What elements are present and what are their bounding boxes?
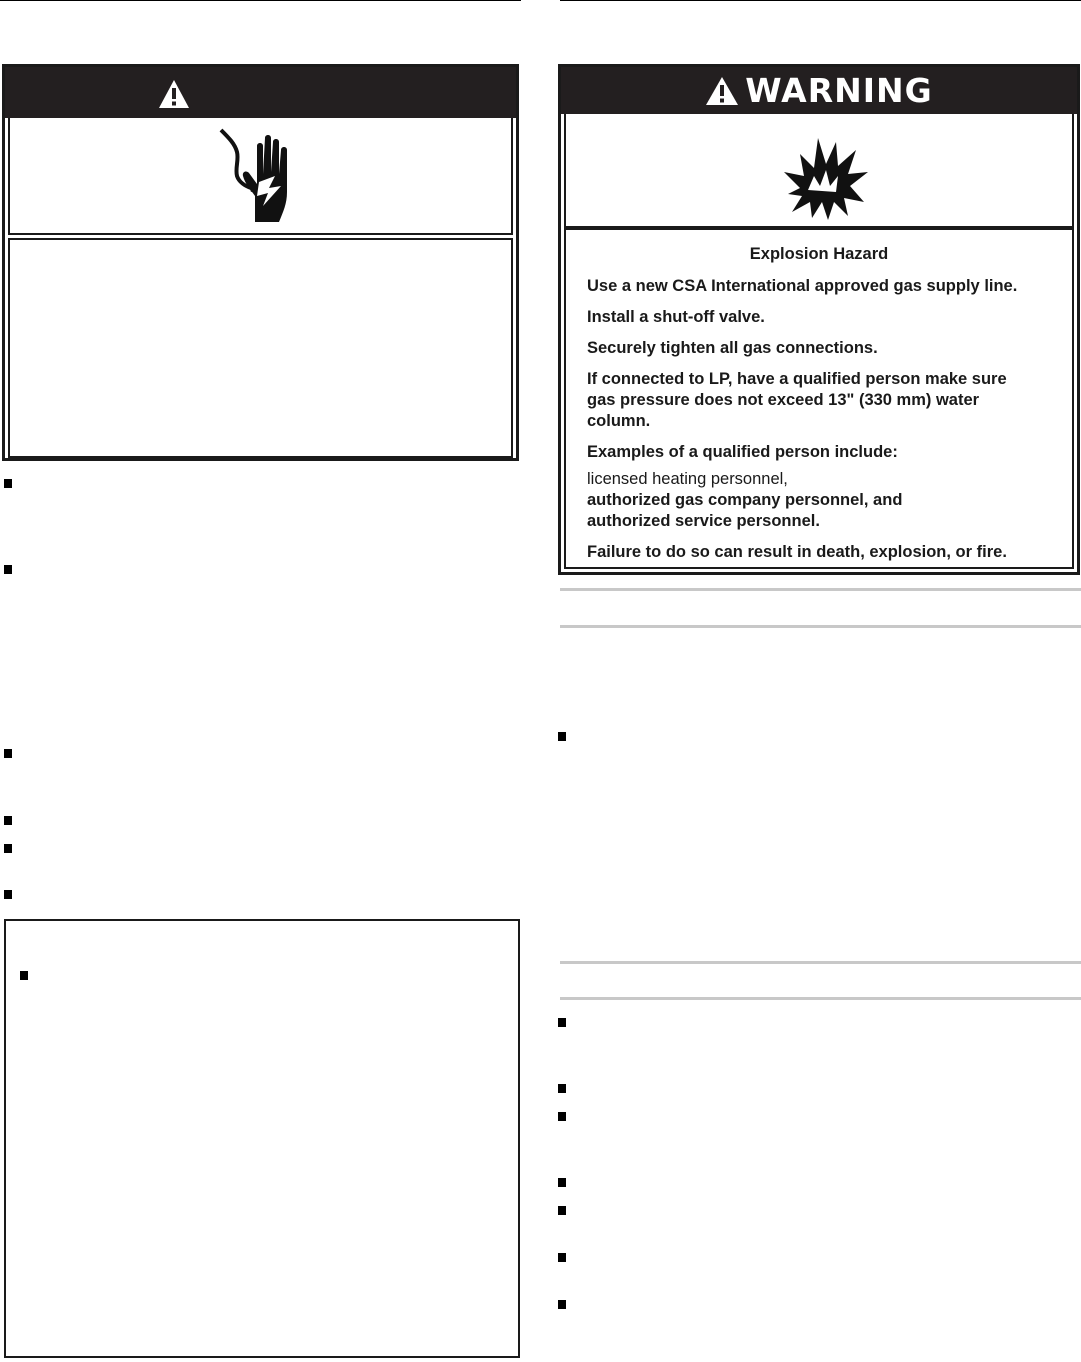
- bullet-marker: [4, 890, 12, 899]
- warning-line: licensed heating personnel,: [587, 470, 788, 488]
- danger-box: [2, 64, 519, 461]
- warning-line: authorized gas company personnel, and: [587, 491, 903, 509]
- section-rule: [560, 997, 1081, 1000]
- danger-box-icon-area: [8, 118, 513, 235]
- warning-line: authorized service personnel.: [587, 512, 820, 530]
- bullet-marker: [558, 1206, 566, 1215]
- top-rule-left: [0, 0, 521, 1]
- bullet-marker: [20, 971, 28, 980]
- warning-triangle-icon: [705, 76, 739, 106]
- bullet-marker: [558, 1018, 566, 1027]
- bullet-marker: [558, 1112, 566, 1121]
- top-rule-right: [560, 0, 1081, 1]
- warning-box-text-area: [564, 228, 1074, 569]
- bullet-marker: [558, 1178, 566, 1187]
- warning-line: Examples of a qualified person include:: [587, 443, 898, 461]
- bullet-marker: [558, 1253, 566, 1262]
- warning-line: Securely tighten all gas connections.: [587, 339, 878, 357]
- warning-box-icon-area: [564, 114, 1074, 228]
- warning-title: WARNING: [745, 71, 933, 110]
- bullet-marker: [558, 1084, 566, 1093]
- warning-box-header: [561, 67, 1077, 114]
- warning-box: [558, 64, 1080, 575]
- note-box: [4, 919, 520, 1358]
- warning-line: column.: [587, 412, 651, 430]
- warning-line: Install a shut-off valve.: [587, 308, 765, 326]
- bullet-marker: [4, 565, 12, 574]
- warning-triangle-icon: [158, 79, 190, 109]
- electrical-shock-hand-icon: [215, 126, 305, 226]
- bullet-marker: [4, 816, 12, 825]
- explosion-icon: [778, 132, 870, 222]
- danger-box-text-area: [8, 238, 513, 458]
- section-rule: [560, 588, 1081, 591]
- warning-line: Use a new CSA International approved gas supply line.: [587, 277, 1018, 295]
- warning-line: Failure to do so can result in death, explosion, or fire.: [587, 543, 1007, 561]
- bullet-marker: [558, 732, 566, 741]
- warning-line: gas pressure does not exceed 13" (330 mm) water: [587, 391, 980, 409]
- bullet-marker: [558, 1300, 566, 1309]
- bullet-marker: [4, 479, 12, 488]
- hazard-title: Explosion Hazard: [749, 245, 889, 263]
- section-rule: [560, 625, 1081, 628]
- bullet-marker: [4, 844, 12, 853]
- bullet-marker: [4, 749, 12, 758]
- danger-box-header: [5, 67, 516, 118]
- section-rule: [560, 961, 1081, 964]
- warning-line: If connected to LP, have a qualified person make sure: [587, 370, 1007, 388]
